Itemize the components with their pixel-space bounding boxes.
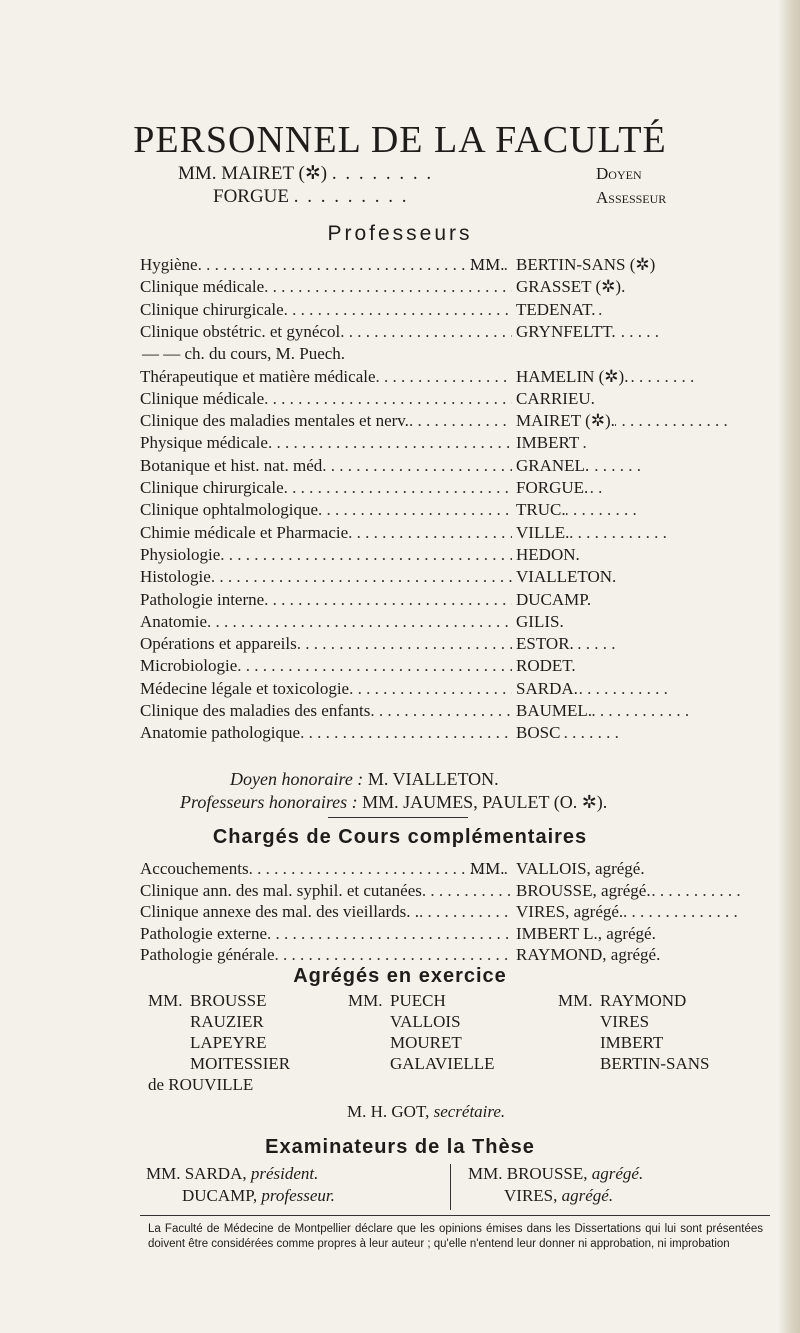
professeur-row <box>140 455 770 477</box>
charge-row <box>140 901 780 923</box>
officer-mm: MM. <box>178 163 217 184</box>
professeur-row <box>140 477 770 499</box>
agreges-column <box>148 990 290 1095</box>
dot-leader <box>318 499 638 521</box>
page-edge-shadow <box>778 0 800 1333</box>
professeur-row-label: Clinique des maladies des enfants <box>140 701 371 720</box>
professeur-row-name: SARDA. <box>512 678 578 700</box>
charge-row-name: IMBERT L., agrégé. <box>512 923 656 945</box>
charge-row-name: VIRES, agrégé. <box>512 901 623 923</box>
professeur-row-name: RODET. <box>512 655 576 677</box>
doyen-honoraire-label: Doyen honoraire : <box>230 769 364 789</box>
professeur-row-label: Clinique ophtalmologique <box>140 500 319 520</box>
examinateurs-right <box>468 1163 643 1207</box>
officer-name: FORGUE <box>213 186 290 207</box>
professeur-row-label: Anatomie <box>140 611 208 631</box>
professeur-row-name: VILLE. <box>512 522 569 544</box>
professeur-row <box>140 432 770 454</box>
professeur-row <box>140 299 770 321</box>
professeur-row-name: TRUC. <box>512 499 566 521</box>
professeur-row-label: Clinique chirurgicale <box>140 299 284 319</box>
professeur-row-label: Hygiène <box>140 255 198 274</box>
professeur-row-label: Physique médicale <box>140 433 268 453</box>
professeur-row-label: Physiologie <box>140 544 221 564</box>
professeur-row-name: ESTOR. <box>512 633 574 655</box>
professeur-row-name: IMBERT <box>512 432 579 454</box>
professeur-row <box>140 276 770 298</box>
professeur-row-name: BOSC <box>512 722 560 744</box>
professeur-row-label: Médecine légale et toxicologie <box>140 678 350 698</box>
agrege-name: LAPEYRE <box>190 1033 267 1052</box>
examinateur-name: MM. BROUSSE, <box>468 1164 588 1183</box>
charge-row <box>140 923 780 945</box>
professeur-row-label: Clinique médicale <box>140 388 265 408</box>
dot-leader <box>211 566 531 588</box>
charge-row-label: Accouchements <box>140 859 249 878</box>
agreges-heading: Agrégés en exercice <box>293 965 507 987</box>
charge-row-name: RAYMOND, agrégé. <box>512 944 660 966</box>
charge-row-label: Pathologie générale <box>140 945 275 964</box>
professeur-row-name: TEDENAT. <box>512 299 595 321</box>
charge-row-label: Clinique ann. des mal. syphil. et cutanées <box>140 880 422 900</box>
agrege-name: BERTIN-SANS <box>600 1054 710 1073</box>
professeur-row <box>140 700 770 722</box>
professeur-row <box>140 722 770 744</box>
officer-row-doyen: MM. MAIRET (✲) . . . . . . . . <box>178 163 434 184</box>
professeur-row-label: Clinique médicale <box>140 277 265 297</box>
examinateur-role: président. <box>250 1164 319 1183</box>
agreges-mm: MM. <box>348 991 383 1010</box>
professeur-row <box>140 678 770 700</box>
professeur-row <box>140 366 770 388</box>
professeur-row-name: BERTIN-SANS (✲) <box>512 254 655 276</box>
charge-row-label: Pathologie externe <box>140 923 267 943</box>
charge-row-label: Clinique annexe des mal. des vieillards. . <box>140 902 420 921</box>
professeur-row <box>140 410 770 432</box>
charge-row <box>140 944 780 966</box>
professeur-row <box>140 655 770 677</box>
agrege-name: PUECH <box>390 991 446 1010</box>
examinateur-role: professeur. <box>261 1186 335 1205</box>
dot-leader <box>348 522 668 544</box>
professeur-row <box>140 321 770 343</box>
page-title: PERSONNEL DE LA FACULTÉ <box>133 119 667 161</box>
professeur-row-name: FORGUE. <box>512 477 588 499</box>
professeur-row-label: Microbiologie <box>140 656 238 676</box>
examinateur-name: VIRES, <box>504 1186 558 1205</box>
examinateurs-heading: Examinateurs de la Thèse <box>265 1136 535 1158</box>
professeur-row-mm: MM. <box>470 255 505 274</box>
professeur-row-label: Pathologie interne <box>140 589 265 609</box>
professeur-row-label: Thérapeutique et matière médicale <box>140 366 376 386</box>
secretaire-role: secrétaire. <box>433 1102 506 1121</box>
examinateurs-divider <box>450 1164 451 1210</box>
professeur-row <box>140 343 770 365</box>
charge-row <box>140 880 780 902</box>
agreges-column <box>348 990 495 1074</box>
dot-leader <box>349 678 669 700</box>
officer-row-assesseur: FORGUE . . . . . . . . . <box>213 186 409 207</box>
charge-row-mm: MM. <box>470 859 505 878</box>
professeur-row-name: DUCAMP. <box>512 589 591 611</box>
professeur-row-label: Opérations et appareils <box>140 634 297 654</box>
dot-leader <box>207 611 527 633</box>
agrege-name: MOURET <box>390 1033 462 1052</box>
footnote-text: La Faculté de Médecine de Montpellier déclare que les opinions émises dans les Dissertations qui lui sont présentées doivent être considérées comme propres à leur auteur ; qu'elle n'entend leur donner ni approbation, ni improbation <box>148 1223 763 1250</box>
agrege-name: RAYMOND <box>600 991 687 1010</box>
professeur-row-name: GRANEL. <box>512 455 589 477</box>
professeur-row-label: Clinique des maladies mentales et nerv. <box>140 411 409 431</box>
professeur-row-label: Botanique et hist. nat. méd <box>140 455 323 475</box>
secretaire-line <box>347 1102 505 1122</box>
officer-name: MAIRET (✲) <box>221 163 328 184</box>
doyen-honoraire <box>230 769 499 790</box>
professeur-row-name: GRYNFELTT. <box>512 321 616 343</box>
separator-rule <box>328 817 468 818</box>
examinateurs-left <box>146 1163 335 1207</box>
footnote-rule <box>140 1215 770 1216</box>
professeur-row <box>140 388 770 410</box>
agrege-name: IMBERT <box>600 1033 664 1052</box>
professeur-row-name: HAMELIN (✲). <box>512 366 628 388</box>
examinateur-agrege <box>468 1185 643 1207</box>
professeur-row-name: HEDON. <box>512 544 580 566</box>
examinateur-professeur <box>146 1185 335 1207</box>
examinateur-name: MM. SARDA, <box>146 1164 247 1183</box>
professeur-row <box>140 566 770 588</box>
agrege-name: RAUZIER <box>190 1012 264 1031</box>
secretaire-name: M. H. GOT, <box>347 1102 430 1121</box>
professeur-row-label: Clinique chirurgicale <box>140 478 284 497</box>
professeur-row <box>140 611 770 633</box>
agrege-name: MOITESSIER <box>190 1054 291 1073</box>
examinateur-agrege <box>468 1163 643 1185</box>
professeur-row-name: BAUMEL. <box>512 700 592 722</box>
officer-role-doyen: Doyen <box>596 164 642 183</box>
examinateur-role: agrégé. <box>591 1164 644 1183</box>
agrege-name: VALLOIS <box>390 1012 461 1031</box>
charge-row-name: VALLOIS, agrégé. <box>512 858 645 880</box>
professeur-row-label: Histologie <box>140 567 211 587</box>
professeur-row-label: Chimie médicale et Pharmacie <box>140 522 349 542</box>
agrege-name: VIRES <box>600 1012 650 1031</box>
professeur-row <box>140 254 770 276</box>
charges-heading: Chargés de Cours complémentaires <box>212 826 588 848</box>
examinateur-name: DUCAMP, <box>182 1186 258 1205</box>
professeur-row <box>140 544 770 566</box>
charge-row <box>140 858 780 880</box>
professeurs-honoraires <box>180 792 607 813</box>
dot-leader <box>322 455 642 477</box>
professeur-row-name: GILIS. <box>512 611 564 633</box>
examinateur-role: agrégé. <box>561 1186 614 1205</box>
professeur-row <box>140 499 770 521</box>
dot-leader <box>220 544 540 566</box>
agrege-name: BROUSSE <box>190 991 267 1010</box>
professeur-row-label: Clinique obstétric. et gynécol <box>140 321 341 341</box>
officer-role-assesseur: Assesseur <box>596 188 667 207</box>
professeurs-heading: Professeurs <box>327 222 473 245</box>
professeurs-honoraires-label: Professeurs honoraires : <box>180 792 358 812</box>
professeur-row-name: VIALLETON. <box>512 566 616 588</box>
professeur-row-name: GRASSET (✲). <box>512 276 625 298</box>
doyen-honoraire-name: M. VIALLETON. <box>367 769 499 789</box>
charge-row-name: BROUSSE, agrégé. <box>512 880 651 902</box>
examinateur-president <box>146 1163 335 1185</box>
dot-leader <box>237 655 557 677</box>
agrege-name: GALAVIELLE <box>390 1054 495 1073</box>
dot-leader <box>300 722 620 744</box>
agreges-mm: MM. <box>558 991 593 1010</box>
agreges-column <box>558 990 710 1074</box>
agreges-mm: MM. <box>148 991 183 1010</box>
professeur-row-name: CARRIEU. <box>512 388 595 410</box>
professeur-row <box>140 522 770 544</box>
professeurs-honoraires-name: MM. JAUMES, PAULET (O. ✲). <box>362 792 608 812</box>
professeur-row-label: — — ch. du cours, M. Puech. <box>142 344 346 364</box>
agrege-name: de ROUVILLE <box>148 1075 254 1094</box>
professeur-row-label: Anatomie pathologique <box>140 723 301 743</box>
professeur-row-name: MAIRET (✲). <box>512 410 615 432</box>
professeur-row <box>140 589 770 611</box>
professeur-row <box>140 633 770 655</box>
